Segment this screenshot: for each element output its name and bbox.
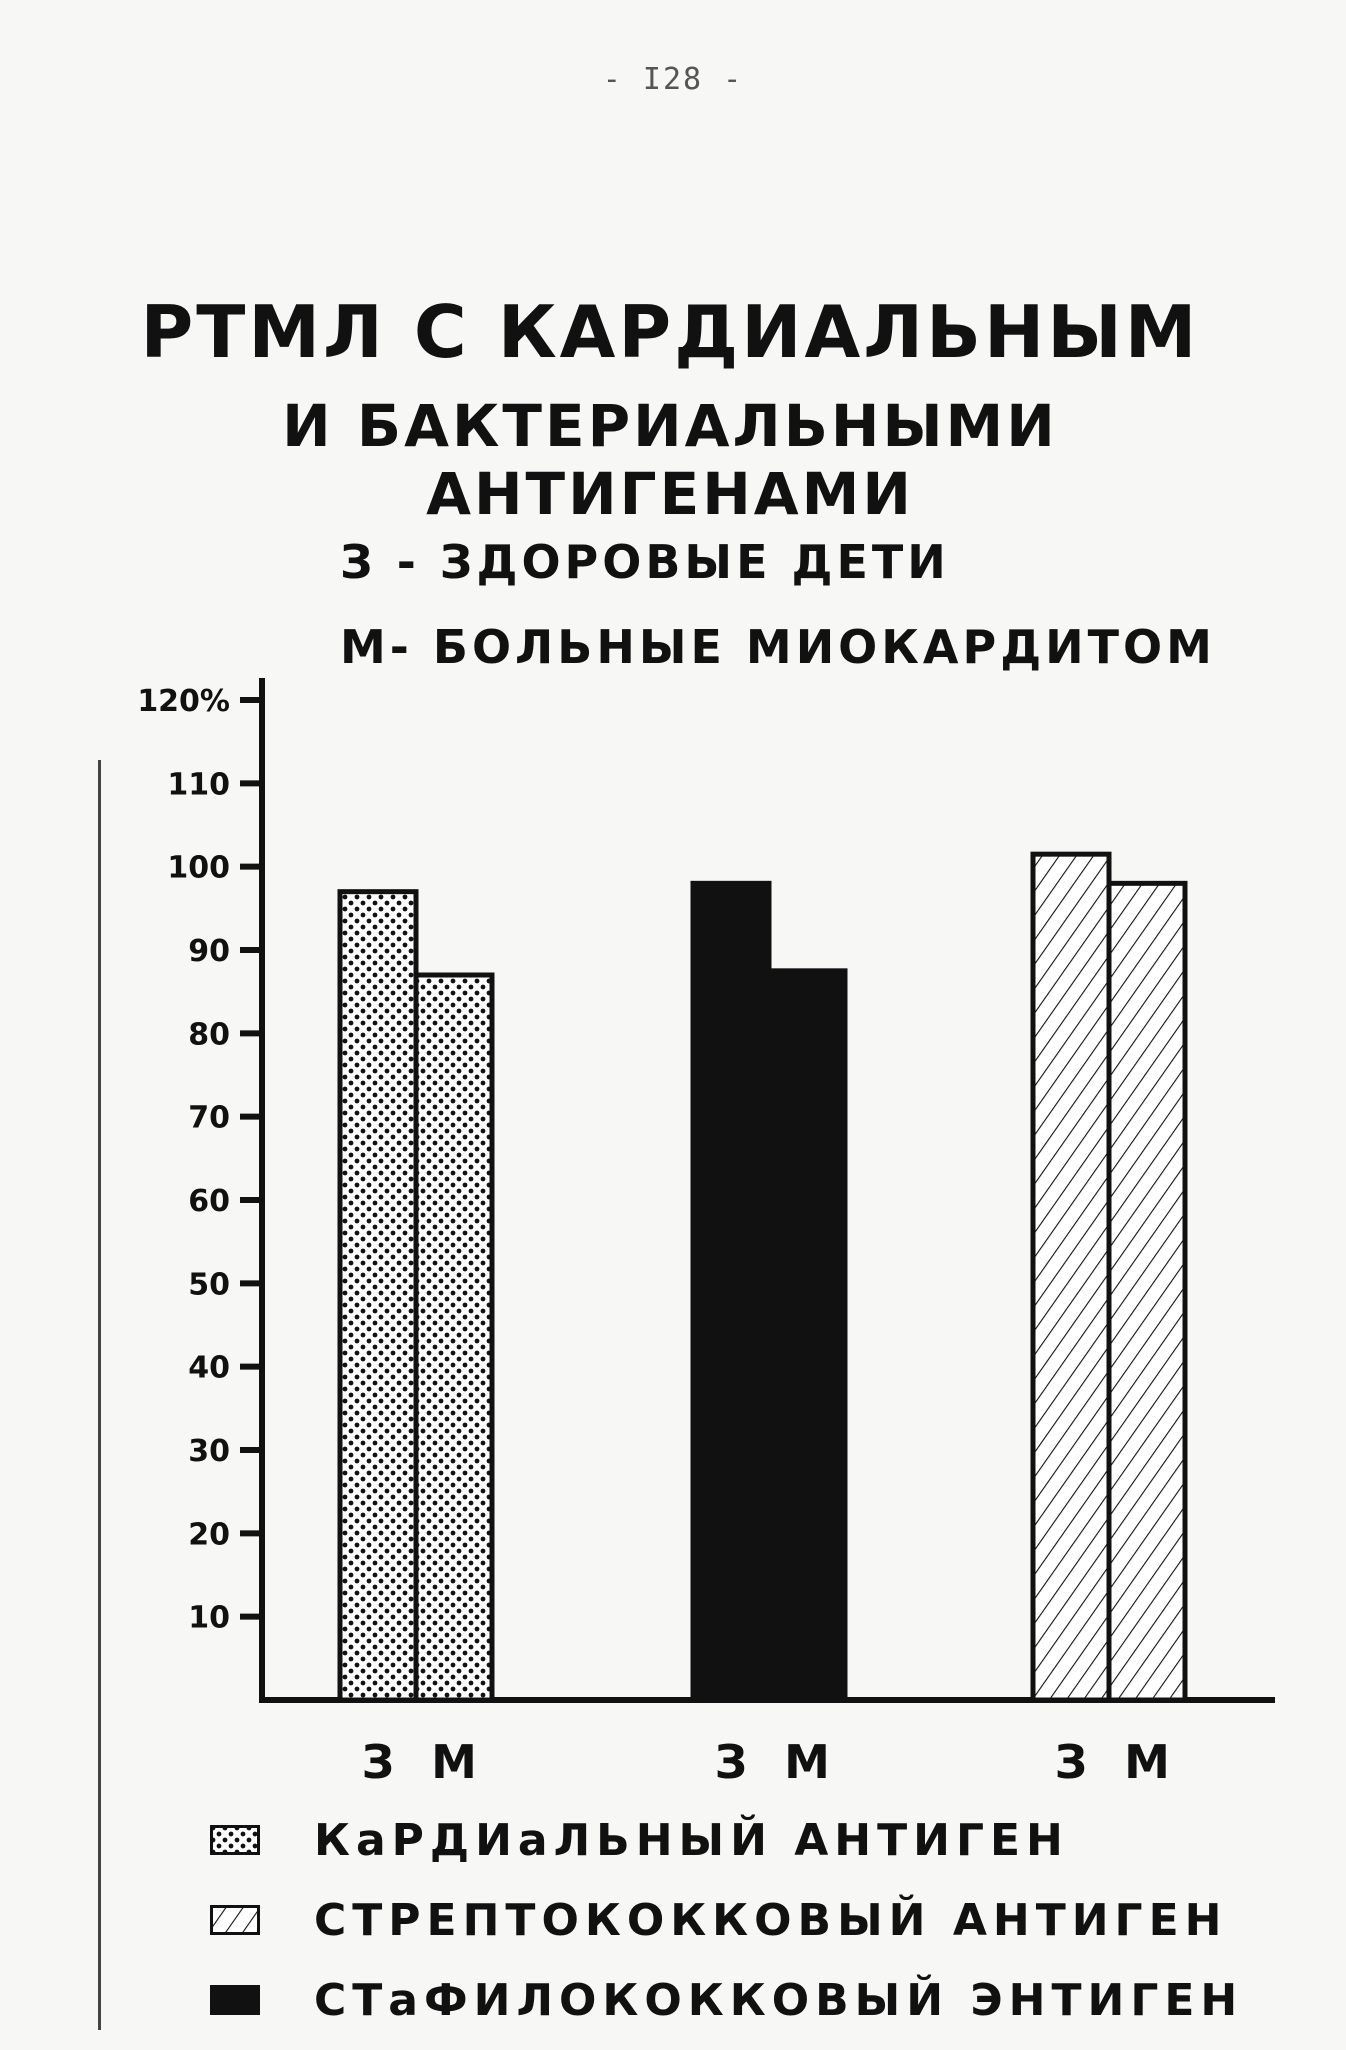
- solid-swatch-icon: [210, 1985, 260, 2015]
- x-category-label: М: [784, 1735, 830, 1789]
- chart-subtitle-line-2: М- БОЛЬНЫЕ МИОКАРДИТОМ: [340, 620, 1216, 674]
- y-tick-label: 60: [188, 1184, 230, 1219]
- y-tick-label: 10: [188, 1600, 230, 1636]
- y-tick-label: 100: [167, 850, 230, 886]
- bar-solid-m: [769, 971, 845, 1700]
- bar-dots-m: [416, 975, 492, 1700]
- legend-label: СТаФИЛОКОККОВЫЙ ЭНТИГЕН: [314, 1974, 1244, 2026]
- y-tick-label: 30: [188, 1434, 230, 1469]
- legend-item-staphylococcal: [210, 1960, 1243, 2040]
- y-tick-label: 110: [167, 767, 230, 803]
- chart-subtitle-line-1: З - ЗДОРОВЫЕ ДЕТИ: [340, 535, 950, 589]
- bar-hatch-z: [1033, 854, 1109, 1700]
- x-category-label: З: [1054, 1735, 1088, 1789]
- y-tick-label: 120%: [137, 684, 230, 719]
- x-category-label: М: [1124, 1735, 1170, 1789]
- page-number: - I28 -: [602, 62, 744, 97]
- x-category-label: М: [431, 1735, 477, 1789]
- y-tick-label: 80: [188, 1017, 230, 1053]
- y-tick-label: 50: [188, 1267, 230, 1303]
- x-category-label: З: [361, 1735, 395, 1789]
- legend-item-cardiac: [210, 1800, 1243, 1880]
- hatched-swatch-icon: [210, 1905, 260, 1935]
- bar-solid-z: [693, 883, 769, 1700]
- dotted-swatch-icon: [210, 1825, 260, 1855]
- x-category-label: З: [714, 1735, 748, 1789]
- bar-hatch-m: [1109, 883, 1185, 1700]
- legend-label: СТРЕПТОКОККОВЫЙ АНТИГЕН: [314, 1894, 1228, 1946]
- legend-label: КаРДИаЛЬНЫЙ АНТИГЕН: [314, 1814, 1069, 1866]
- y-tick-label: 40: [188, 1350, 230, 1386]
- y-tick-label: 70: [188, 1100, 230, 1136]
- y-tick-label: 20: [188, 1517, 230, 1553]
- bar-dots-z: [340, 892, 416, 1700]
- chart-title-line-2: И БАКТЕРИАЛЬНЫМИ АНТИГЕНАМИ: [282, 392, 1058, 528]
- chart-title-line-1: РТМЛ С КАРДИАЛЬНЫМ: [140, 290, 1200, 374]
- legend-item-streptococcal: [210, 1880, 1243, 1960]
- y-tick-label: 90: [188, 934, 230, 969]
- chart-legend: [210, 1800, 1243, 2040]
